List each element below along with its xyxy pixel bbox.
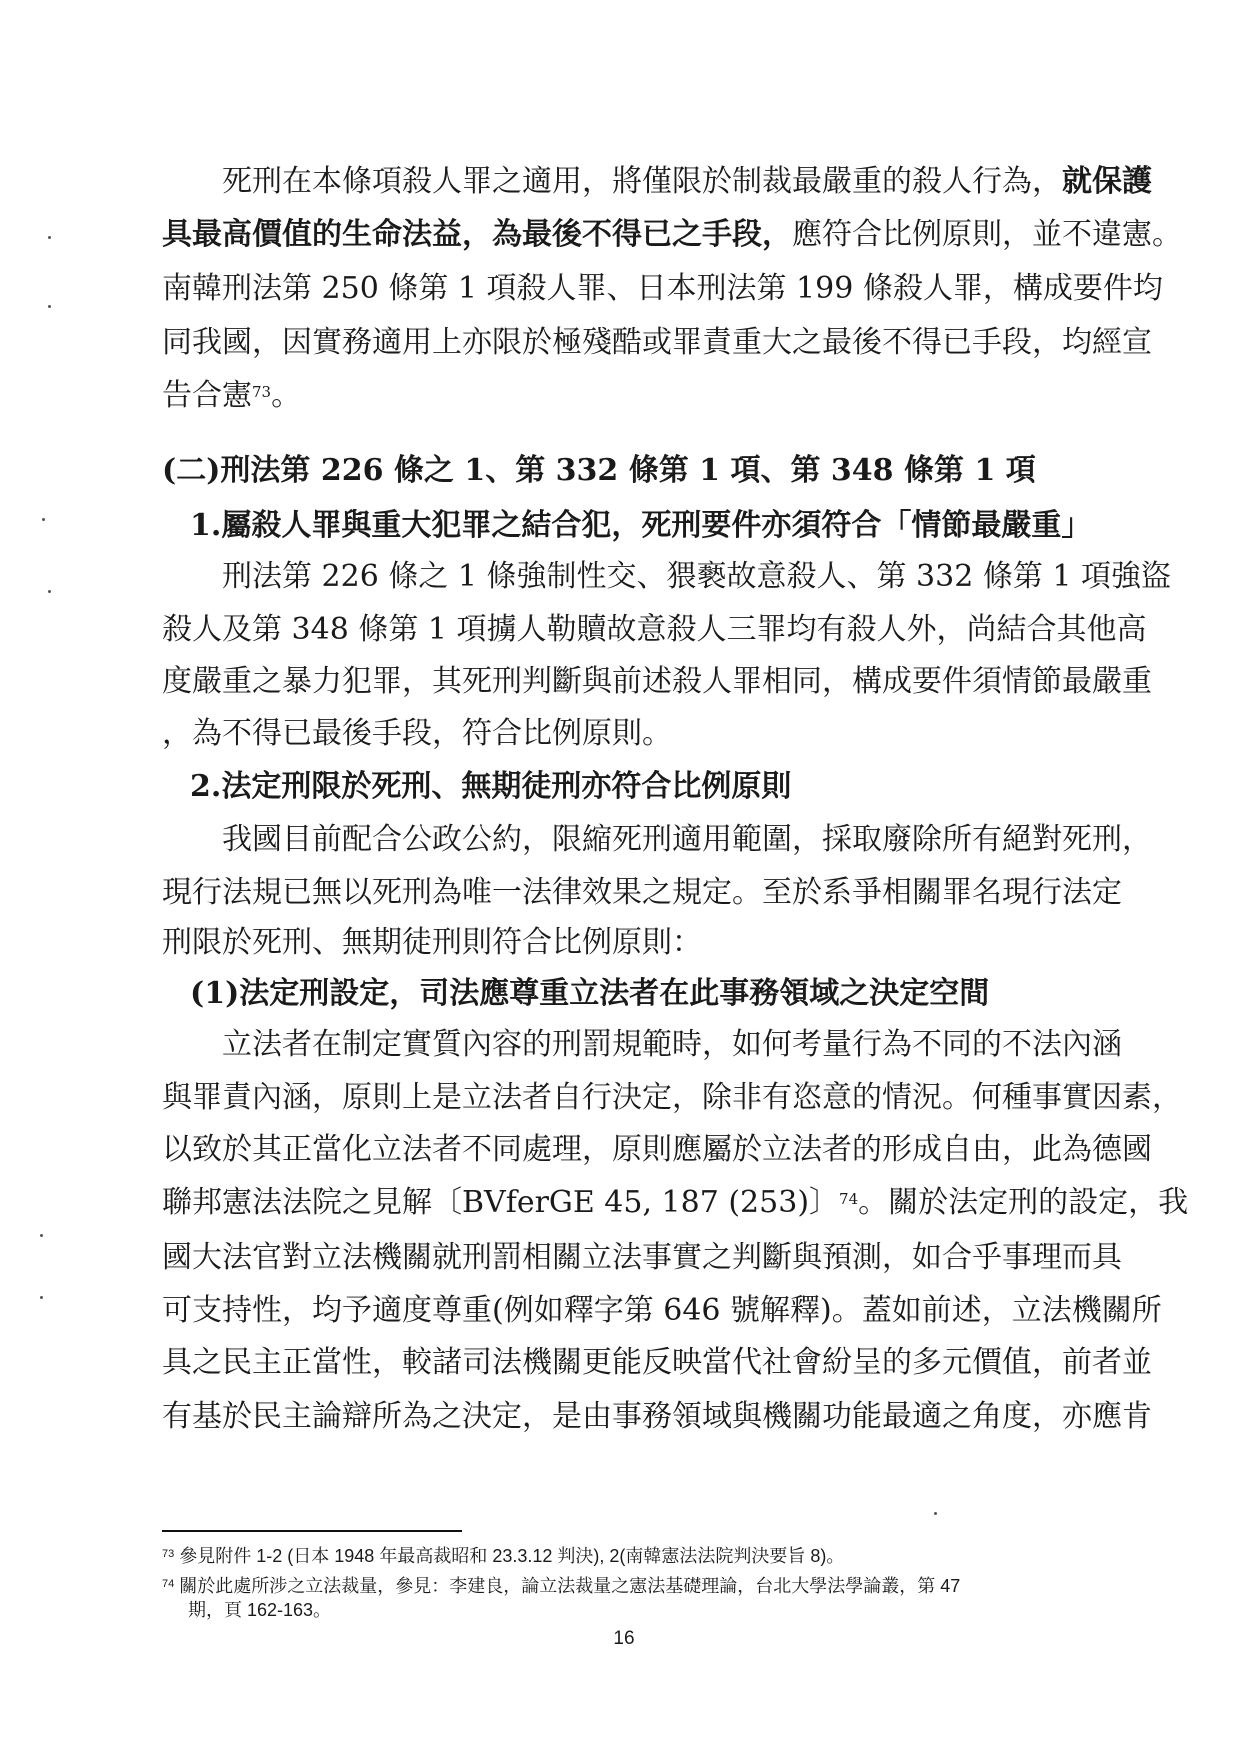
scan-speck [48, 236, 51, 239]
body-line: 立法者在制定實質內容的刑罰規範時，如何考量行為不同的不法內涵 [222, 1027, 1122, 1062]
body-line: 現行法規已無以死刑為唯一法律效果之規定。至於系爭相關罪名現行法定 [162, 875, 1122, 910]
body-line: 以致於其正當化立法者不同處理，原則應屬於立法者的形成自由，此為德國 [162, 1132, 1152, 1167]
footnote-text: 關於此處所涉之立法裁量，參見：李建良，論立法裁量之憲法基礎理論，台北大學法學論叢，第 47 [179, 1576, 961, 1596]
scan-speck [40, 1234, 43, 1237]
text: 應符合比例原則，並不違憲。 [792, 217, 1182, 252]
subsection-heading: (1)法定刑設定，司法應尊重立法者在此事務領域之決定空間 [190, 976, 990, 1011]
scan-speck [40, 1296, 43, 1299]
scan-speck [48, 590, 51, 593]
body-line: ，為不得已最後手段，符合比例原則。 [162, 716, 672, 751]
text: 告合憲 [162, 378, 252, 413]
text: 。關於法定刑的設定，我 [858, 1185, 1189, 1220]
footnote [162, 1544, 844, 1568]
body-line [162, 215, 1182, 255]
footnote-ref[interactable]: 74 [839, 1190, 859, 1208]
scan-speck [48, 305, 51, 308]
body-line: 我國目前配合公政公約，限縮死刑適用範圍，採取廢除所有絕對死刑， [222, 822, 1152, 857]
footnote-text: 期，頁 162-163。 [188, 1600, 332, 1620]
body-line: 國大法官對立法機關就刑罰相關立法事實之判斷與預測，如合乎事理而具 [162, 1240, 1122, 1275]
body-line: 度嚴重之暴力犯罪，其死刑判斷與前述殺人罪相同，構成要件須情節最嚴重 [162, 664, 1152, 699]
body-line: 刑法第 226 條之 1 條強制性交、猥褻故意殺人、第 332 條第 1 項強盜 [222, 559, 1171, 594]
footnote-ref[interactable]: 73 [252, 383, 272, 401]
footnote-separator [162, 1530, 462, 1532]
page-number: 16 [613, 1628, 635, 1649]
section-heading: (二)刑法第 226 條之 1、第 332 條第 1 項、第 348 條第 1 項 [162, 453, 1036, 488]
text: 聯邦憲法法院之見解〔BVferGE 45, 187 (253)〕 [162, 1185, 840, 1220]
footnote-number: 74 [162, 1578, 175, 1590]
subsection-heading: 1.屬殺人罪與重大犯罪之結合犯，死刑要件亦須符合「情節最嚴重」 [190, 508, 1092, 543]
body-line: 殺人及第 348 條第 1 項擄人勒贖故意殺人三罪均有殺人外，尚結合其他高 [162, 612, 1147, 647]
body-line: 刑限於死刑、無期徒刑則符合比例原則： [162, 925, 702, 960]
subsection-heading: 2.法定刑限於死刑、無期徒刑亦符合比例原則 [190, 769, 792, 804]
body-line: 可支持性，均予適度尊重(例如釋字第 646 號解釋)。蓋如前述，立法機關所 [162, 1293, 1162, 1328]
text: 。 [271, 378, 302, 413]
body-line: 具之民主正當性，較諸司法機關更能反映當代社會紛呈的多元價值，前者並 [162, 1345, 1152, 1380]
body-line [162, 376, 1112, 416]
body-line [222, 162, 1152, 202]
footnote [162, 1574, 960, 1622]
bold-text: 就保護 [1062, 164, 1152, 199]
text: 死刑在本條項殺人罪之適用，將僅限於制裁最嚴重的殺人行為， [222, 164, 1062, 199]
body-line [162, 1183, 1189, 1223]
footnote-number: 73 [162, 1548, 175, 1560]
body-line: 南韓刑法第 250 條第 1 項殺人罪、日本刑法第 199 條殺人罪，構成要件均 [162, 271, 1163, 306]
body-line: 同我國，因實務適用上亦限於極殘酷或罪責重大之最後不得已手段，均經宣 [162, 325, 1152, 360]
scan-speck [42, 518, 45, 521]
body-line: 有基於民主論辯所為之決定，是由事務領域與機關功能最適之角度，亦應肯 [162, 1399, 1152, 1434]
bold-text: 具最高價值的生命法益，為最後不得已之手段， [162, 217, 792, 252]
body-line: 與罪責內涵，原則上是立法者自行決定，除非有恣意的情況。何種事實因素， [162, 1080, 1182, 1115]
footnote-text: 參見附件 1-2 (日本 1948 年最高裁昭和 23.3.12 判決), 2(南韓憲法法院判決要旨 8)。 [179, 1546, 845, 1566]
scan-speck [934, 1512, 937, 1515]
